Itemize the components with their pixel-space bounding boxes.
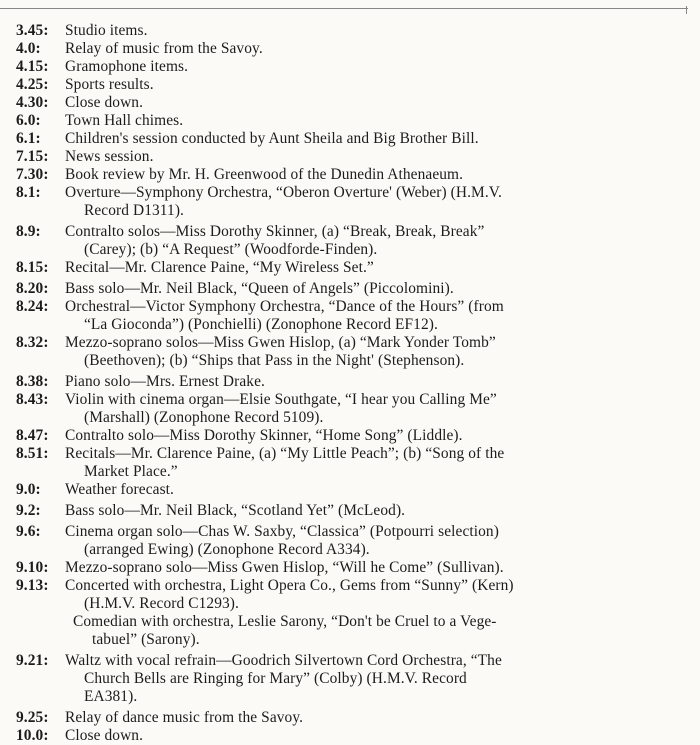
entry-time: 3.45:: [16, 22, 49, 39]
entry-description: [65, 94, 688, 112]
entry-time: 9.21:: [16, 652, 49, 669]
description-line: Weather forecast.: [65, 481, 174, 498]
description-line: Piano solo—Mrs. Ernest Drake.: [65, 373, 265, 390]
entry-description: [65, 259, 688, 277]
entry-description: [65, 130, 688, 148]
entry-description: [65, 40, 688, 58]
entry-description: [65, 112, 688, 130]
programme-listing: [16, 22, 688, 745]
description-line: Recitals—Mr. Clarence Paine, (a) “My Little Peach”; (b) “Song of the: [65, 445, 505, 462]
entry-description: [65, 577, 688, 613]
description-line: News session.: [65, 148, 154, 165]
description-line: EA381).: [84, 688, 138, 705]
description-line: Book review by Mr. H. Greenwood of the Dunedin Athenaeum.: [65, 166, 464, 183]
entry-time: 8.24:: [16, 298, 49, 315]
description-line: Church Bells are Ringing for Mary” (Colby) (H.M.V. Record: [84, 670, 467, 687]
entry-time: 8.15:: [16, 259, 49, 276]
description-line: Children's session conducted by Aunt Sheila and Big Brother Bill.: [65, 130, 479, 147]
description-line: Mezzo-soprano solo—Miss Gwen Hislop, “Will he Come” (Sullivan).: [65, 559, 504, 576]
entry-description: [65, 76, 688, 94]
programme-entry: [16, 223, 688, 259]
entry-time: 9.13:: [16, 577, 49, 594]
entry-time: 7.15:: [16, 148, 49, 165]
entry-description: [65, 559, 688, 577]
programme-entry: [16, 445, 688, 481]
description-line: “La Gioconda”) (Ponchielli) (Zonophone Record EF12).: [84, 316, 438, 333]
description-line: Town Hall chimes.: [65, 112, 184, 129]
subentry-line: tabuel” (Sarony).: [92, 631, 200, 648]
programme-entry: [16, 94, 688, 112]
programme-entry: [16, 727, 688, 745]
description-line: Relay of music from the Savoy.: [65, 40, 263, 57]
description-line: (Marshall) (Zonophone Record 5109).: [84, 409, 324, 426]
entry-time: 4.0:: [16, 40, 41, 57]
entry-time: 8.38:: [16, 373, 49, 390]
entry-time: 9.6:: [16, 523, 41, 540]
entry-description: [65, 148, 688, 166]
entry-description: [65, 502, 688, 520]
entry-description: [65, 298, 688, 334]
entry-time: 8.1:: [16, 184, 41, 201]
programme-entry: [16, 652, 688, 706]
entry-time: 8.9:: [16, 223, 41, 240]
description-line: Contralto solo—Miss Dorothy Skinner, “Home Song” (Liddle).: [65, 427, 463, 444]
description-line: Market Place.”: [84, 463, 178, 480]
programme-entry: [16, 391, 688, 427]
entry-time: 9.10:: [16, 559, 49, 576]
programme-entry: [16, 559, 688, 577]
programme-entry: [16, 112, 688, 130]
description-line: Waltz with vocal refrain—Goodrich Silvertown Cord Orchestra, “The: [65, 652, 502, 669]
entry-description: [65, 22, 688, 40]
description-line: Relay of dance music from the Savoy.: [65, 709, 304, 726]
programme-entry: [16, 166, 688, 184]
entry-description: [65, 481, 688, 499]
description-line: Studio items.: [65, 22, 148, 39]
entry-description: [65, 427, 688, 445]
entry-description: [65, 391, 688, 427]
entry-description: [65, 58, 688, 76]
description-line: Cinema organ solo—Chas W. Saxby, “Classica” (Potpourri selection): [65, 523, 499, 540]
description-line: Mezzo-soprano solos—Miss Gwen Hislop, (a) “Mark Yonder Tomb”: [65, 334, 496, 351]
programme-entry: [16, 22, 688, 40]
entry-description: [65, 184, 688, 220]
entry-time: 4.25:: [16, 76, 49, 93]
programme-entry: [16, 280, 688, 298]
entry-time: 8.51:: [16, 445, 49, 462]
entry-time: 9.0:: [16, 481, 41, 498]
description-line: Sports results.: [65, 76, 154, 93]
entry-time: 6.1:: [16, 130, 41, 147]
description-line: (H.M.V. Record C1293).: [84, 595, 239, 612]
entry-description: [65, 445, 688, 481]
description-line: Bass solo—Mr. Neil Black, “Queen of Angels” (Piccolomini).: [65, 280, 454, 297]
programme-entry: [16, 427, 688, 445]
description-line: (Carey); (b) “A Request” (Woodforde-Finden).: [84, 241, 378, 258]
programme-entry: [16, 259, 688, 277]
programme-entry: [16, 40, 688, 58]
programme-entry: [16, 709, 688, 727]
entry-time: 10.0:: [16, 727, 49, 744]
entry-description: [65, 523, 688, 559]
programme-entry: [16, 58, 688, 76]
programme-subentry: [16, 613, 688, 649]
entry-time: 4.30:: [16, 94, 49, 111]
entry-time: 8.43:: [16, 391, 49, 408]
programme-entry: [16, 334, 688, 370]
description-line: Violin with cinema organ—Elsie Southgate, “I hear you Calling Me”: [65, 391, 497, 408]
entry-description: [65, 373, 688, 391]
description-line: (Beethoven); (b) “Ships that Pass in the Night' (Stephenson).: [84, 352, 465, 369]
entry-time: 6.0:: [16, 112, 41, 129]
description-line: Recital—Mr. Clarence Paine, “My Wireless Set.”: [65, 259, 374, 276]
programme-entry: [16, 373, 688, 391]
entry-time: 8.20:: [16, 280, 49, 297]
entry-description: [65, 709, 688, 727]
entry-description: [65, 166, 688, 184]
description-line: Record D1311).: [84, 202, 184, 219]
description-line: (arranged Ewing) (Zonophone Record A334).: [84, 541, 370, 558]
description-line: Overture—Symphony Orchestra, “Oberon Overture' (Weber) (H.M.V.: [65, 184, 502, 201]
entry-time: 7.30:: [16, 166, 49, 183]
description-line: Contralto solos—Miss Dorothy Skinner, (a) “Break, Break, Break”: [65, 223, 485, 240]
description-line: Close down.: [65, 727, 144, 744]
programme-entry: [16, 502, 688, 520]
programme-entry: [16, 523, 688, 559]
entry-description: [65, 223, 688, 259]
entry-time: 4.15:: [16, 58, 49, 75]
entry-time: 9.25:: [16, 709, 49, 726]
entry-time: 8.47:: [16, 427, 49, 444]
entry-time: 8.32:: [16, 334, 49, 351]
programme-entry: [16, 148, 688, 166]
description-line: Gramophone items.: [65, 58, 189, 75]
column-rule: [686, 6, 687, 14]
entry-description: [65, 280, 688, 298]
description-line: Bass solo—Mr. Neil Black, “Scotland Yet” (McLeod).: [65, 502, 406, 519]
programme-entry: [16, 298, 688, 334]
entry-description: [65, 652, 688, 706]
entry-description: [65, 727, 688, 745]
description-line: Concerted with orchestra, Light Opera Co., Gems from “Sunny” (Kern): [65, 577, 514, 594]
programme-entry: [16, 130, 688, 148]
programme-entry: [16, 577, 688, 613]
entry-time: 9.2:: [16, 502, 41, 519]
description-line: Orchestral—Victor Symphony Orchestra, “Dance of the Hours” (from: [65, 298, 504, 315]
programme-entry: [16, 184, 688, 220]
programme-entry: [16, 481, 688, 499]
programme-entry: [16, 76, 688, 94]
top-rule: [0, 0, 688, 9]
entry-description: [65, 334, 688, 370]
description-line: Close down.: [65, 94, 144, 111]
subentry-line: Comedian with orchestra, Leslie Sarony, “Don't be Cruel to a Vege-: [73, 613, 497, 630]
